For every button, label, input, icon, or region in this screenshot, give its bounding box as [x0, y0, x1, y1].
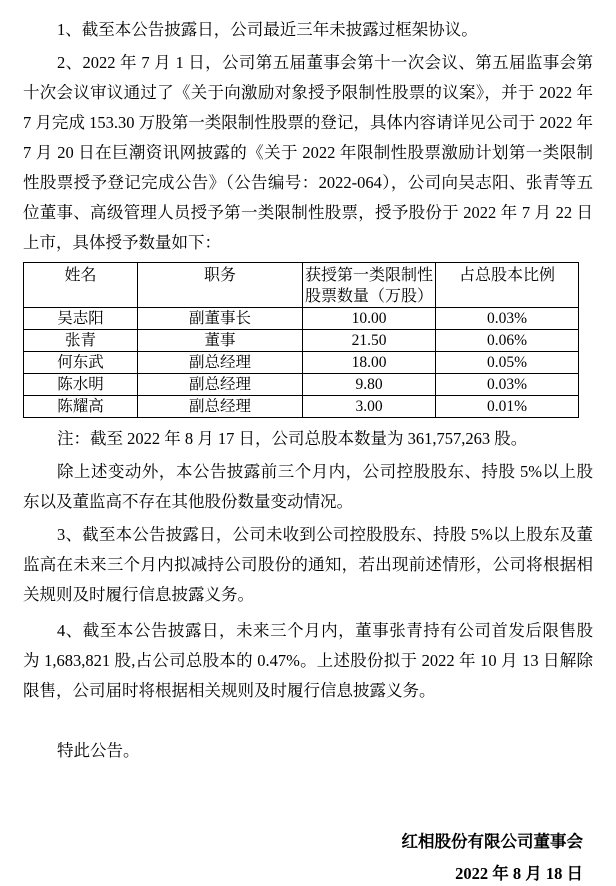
cell-position: 董事	[138, 330, 303, 352]
cell-shares: 21.50	[303, 330, 436, 352]
cell-shares: 9.80	[303, 374, 436, 396]
cell-ratio: 0.06%	[436, 330, 579, 352]
grant-table-header-row	[24, 263, 579, 308]
cell-ratio: 0.05%	[436, 352, 579, 374]
cell-name: 陈水明	[24, 374, 138, 396]
table-row	[24, 374, 579, 396]
cell-name: 吴志阳	[24, 308, 138, 330]
paragraph-1: 1、截至本公告披露日，公司最近三年未披露过框架协议。	[57, 20, 478, 39]
grant-table	[23, 262, 579, 418]
paragraph-3: 3、截至本公告披露日，公司未收到公司控股股东、持股 5%以上股东及董监高在未来三个月内拟减持公司股份的通知，若出现前述情形，公司将根据相关规则及时履行信息披露义务。	[23, 525, 593, 604]
table-row	[24, 396, 579, 418]
col-header-position: 职务	[138, 263, 303, 308]
cell-ratio: 0.03%	[436, 308, 579, 330]
cell-name: 张青	[24, 330, 138, 352]
table-row	[24, 352, 579, 374]
cell-position: 副总经理	[138, 374, 303, 396]
cell-ratio: 0.01%	[436, 396, 579, 418]
signature-company: 红相股份有限公司董事会	[401, 832, 583, 851]
cell-shares: 18.00	[303, 352, 436, 374]
note-paragraph: 注：截至 2022 年 8 月 17 日，公司总股本数量为 361,757,263 股。	[57, 429, 528, 448]
cell-ratio: 0.03%	[436, 374, 579, 396]
paragraph-4: 4、截至本公告披露日，未来三个月内，董事张青持有公司首发后限售股为 1,683,821 股,占公司总股本的 0.47%。上述股份拟于 2022 年 10 月 13 日解除限售，公司届时将根据相关规则及时履行信息披露义务。	[23, 621, 593, 700]
cell-position: 副总经理	[138, 352, 303, 374]
col-header-name: 姓名	[24, 263, 138, 308]
paragraph-2: 2、2022 年 7 月 1 日，公司第五届董事会第十一次会议、第五届监事会第十次会议审议通过了《关于向激励对象授予限制性股票的议案》，并于 2022 年 7 月完成 153.30 万股第一类限制性股票的登记，具体内容请详见公司于 2022 年 7 月 20 日在巨潮资讯网披露的《关于 2022 年限制性股票激励计划第一类限制性股票授予登记完成公告》（公告编号：2022-064），公司向吴志阳、张青等五位董事、高级管理人员授予第一类限制性股票，授予股份于 2022 年 7 月 22 日上市，具体授予数量如下：	[23, 53, 593, 252]
signature-block	[23, 826, 593, 886]
paragraph-no-other-changes: 除上述变动外，本公告披露前三个月内，公司控股股东、持股 5%以上股东以及董监高不存在其他股份数量变动情况。	[23, 462, 593, 511]
col-header-shares: 获授第一类限制性股票数量（万股）	[303, 263, 436, 308]
cell-name: 何东武	[24, 352, 138, 374]
col-header-ratio: 占总股本比例	[436, 263, 579, 308]
cell-name: 陈耀高	[24, 396, 138, 418]
table-row	[24, 330, 579, 352]
cell-position: 副总经理	[138, 396, 303, 418]
closing-statement: 特此公告。	[57, 741, 140, 760]
table-row	[24, 308, 579, 330]
cell-shares: 3.00	[303, 396, 436, 418]
signature-date: 2022 年 8 月 18 日	[455, 864, 583, 883]
cell-position: 副董事长	[138, 308, 303, 330]
cell-shares: 10.00	[303, 308, 436, 330]
